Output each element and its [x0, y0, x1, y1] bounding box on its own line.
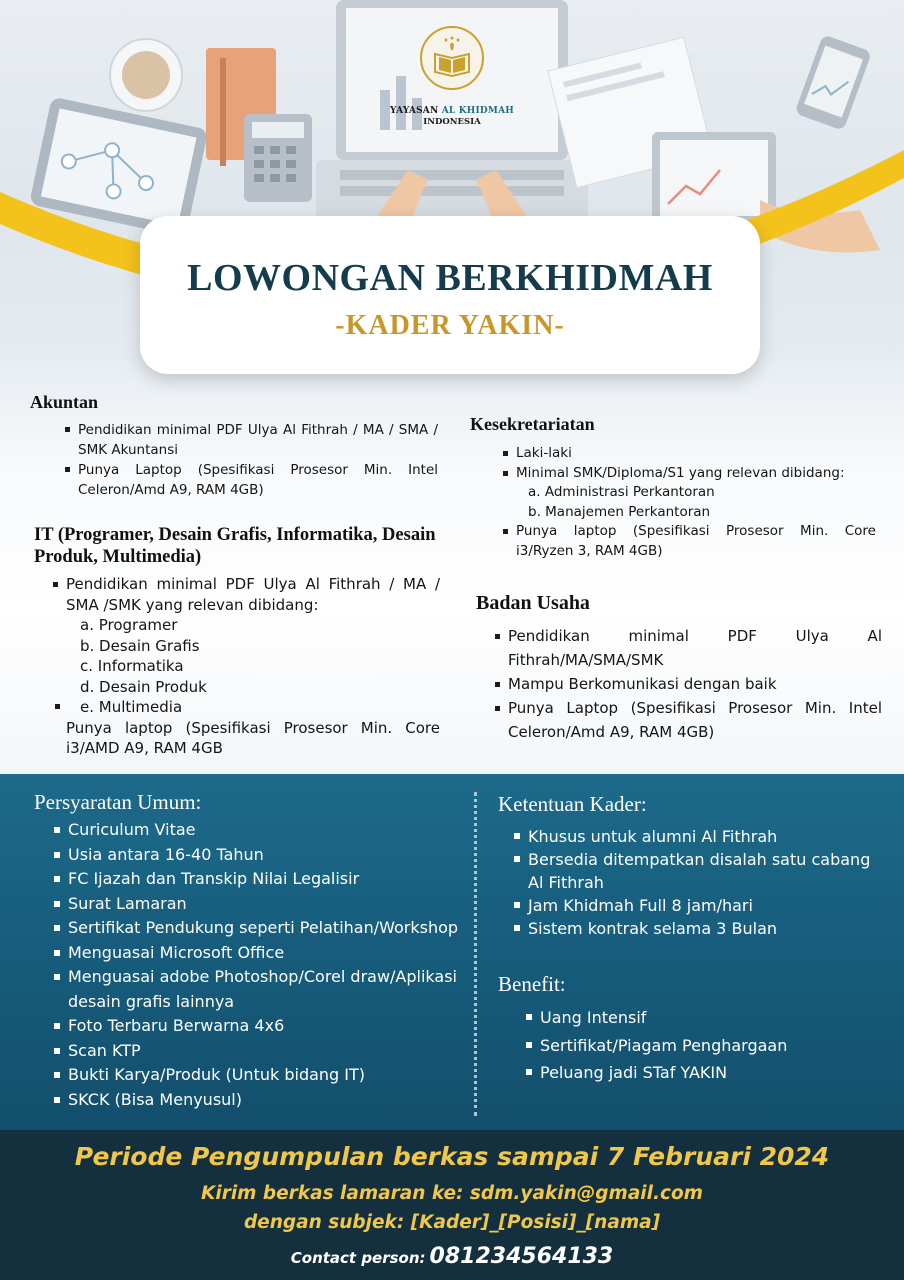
list-item: Surat Lamaran: [54, 892, 464, 917]
it-heading: IT (Programer, Desain Grafis, Informatika, Desain Produk, Multimedia): [34, 525, 436, 567]
list-item: Usia antara 16-40 Tahun: [54, 843, 464, 868]
sub-item: e. Multimedia: [80, 698, 183, 716]
list-item: Punya Laptop (Spesifikasi Prosesor Min. Intel Celeron/Amd A9, RAM 4GB): [62, 460, 438, 500]
benefit-heading: Benefit:: [498, 972, 566, 996]
persyaratan-umum-list: [54, 818, 464, 1112]
logo: [376, 26, 528, 127]
benefit-list: [526, 1004, 886, 1087]
list-item: Khusus untuk alumni Al Fithrah: [514, 825, 874, 848]
page-subtitle: -KADER YAKIN-: [335, 310, 565, 341]
list-item: Punya Laptop (Spesifikasi Prosesor Min. Intel Celeron/Amd A9, RAM 4GB): [492, 696, 882, 744]
sub-item: b. Manajemen Perkantoran: [528, 503, 711, 520]
list-item: FC Ijazah dan Transkip Nilai Legalisir: [54, 867, 464, 892]
page-title: LOWONGAN BERKHIDMAH: [187, 257, 713, 299]
it-requirements: [50, 574, 440, 759]
badan-usaha-heading: Badan Usaha: [476, 592, 590, 614]
logo-name: YAYASAN AL KHIDMAH: [390, 106, 514, 116]
list-item: Menguasai Microsoft Office: [54, 941, 464, 966]
list-item: Punya laptop (Spesifikasi Prosesor Min. Core i3/AMD A9, RAM 4GB: [66, 718, 440, 757]
ketentuan-kader-list: [514, 825, 874, 940]
list-item: Scan KTP: [54, 1039, 464, 1064]
logo-subtitle: INDONESIA: [423, 117, 481, 127]
contact-label: Contact person:: [290, 1249, 426, 1267]
akuntan-requirements: [62, 420, 438, 500]
list-item: Peluang jadi STaf YAKIN: [526, 1059, 886, 1087]
akuntan-heading: Akuntan: [30, 392, 99, 412]
ketentuan-kader-heading: Ketentuan Kader:: [498, 792, 647, 816]
list-item: SKCK (Bisa Menyusul): [54, 1088, 464, 1113]
list-item: Minimal SMK/Diploma/S1 yang relevan dibidang:: [500, 464, 876, 484]
sub-item: d. Desain Produk: [80, 677, 207, 696]
list-item: Foto Terbaru Berwarna 4x6: [54, 1014, 464, 1039]
submission-period: Periode Pengumpulan berkas sampai 7 Februari 2024: [74, 1142, 830, 1171]
list-item: Bersedia ditempatkan disalah satu cabang Al Fithrah: [514, 848, 874, 894]
list-item: Jam Khidmah Full 8 jam/hari: [514, 894, 874, 917]
list-item: Bukti Karya/Produk (Untuk bidang IT): [54, 1063, 464, 1088]
sub-item: a. Programer: [80, 616, 178, 634]
contact-number: 081234564133: [429, 1244, 614, 1269]
column-divider: [474, 792, 477, 1116]
list-item: Menguasai adobe Photoshop/Corel draw/Aplikasi desain grafis lainnya: [54, 965, 464, 1014]
list-item: Punya laptop (Spesifikasi Prosesor Min. Core i3/Ryzen 3, RAM 4GB): [500, 522, 876, 561]
email-subject-format: dengan subjek: [Kader]_[Posisi]_[nama]: [243, 1212, 661, 1233]
list-item: Sertifikat/Piagam Penghargaan: [526, 1032, 886, 1060]
bullet-icon: [55, 704, 60, 709]
sub-item: a. Administrasi Perkantoran: [528, 484, 715, 500]
list-item: Sertifikat Pendukung seperti Pelatihan/Workshop: [54, 916, 464, 941]
list-item: Pendidikan minimal PDF Ulya Al Fithrah / MA / SMA /SMK yang relevan dibidang:: [50, 574, 440, 615]
list-item: Mampu Berkomunikasi dengan baik: [492, 672, 882, 696]
list-item: Uang Intensif: [526, 1004, 886, 1032]
sub-item: b. Desain Grafis: [80, 636, 200, 655]
badan-usaha-requirements: [492, 624, 882, 744]
submission-email: Kirim berkas lamaran ke: sdm.yakin@gmail.com: [201, 1183, 703, 1204]
contact-person: [0, 1244, 904, 1269]
persyaratan-umum-heading: Persyaratan Umum:: [34, 790, 202, 814]
list-item: Pendidikan minimal PDF Ulya Al Fithrah / MA / SMA / SMK Akuntansi: [62, 420, 438, 460]
list-item: Sistem kontrak selama 3 Bulan: [514, 917, 874, 940]
kesekretariatan-heading: Kesekretariatan: [470, 414, 595, 434]
title-card: [140, 216, 760, 374]
logo-emblem-icon: [420, 26, 484, 90]
list-item: Laki-laki: [500, 444, 876, 464]
list-item: Pendidikan minimal PDF Ulya Al Fithrah/MA/SMA/SMK: [492, 624, 882, 672]
list-item: Curiculum Vitae: [54, 818, 464, 843]
kesekretariatan-requirements: [500, 444, 876, 561]
sub-item: c. Informatika: [80, 657, 184, 675]
